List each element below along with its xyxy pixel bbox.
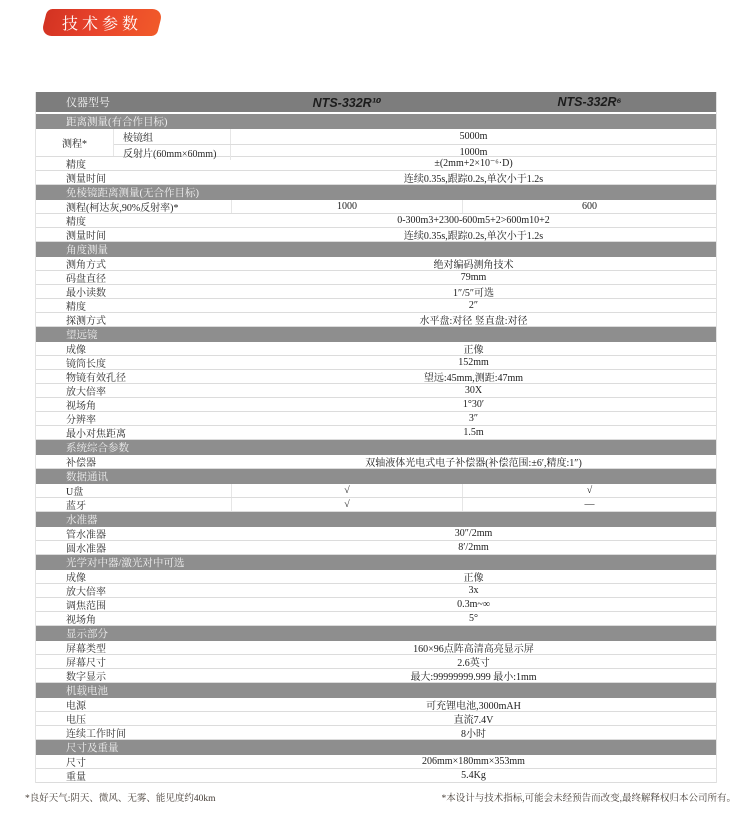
row-value: 152mm xyxy=(458,357,489,368)
row-label: 蓝牙 xyxy=(66,501,86,512)
row-label: 重量 xyxy=(66,772,86,783)
row-label: 视场角 xyxy=(66,615,96,626)
row-value-model-a: √ xyxy=(231,484,463,497)
spec-row xyxy=(36,669,716,683)
spec-row xyxy=(36,342,716,356)
row-value-model-b: — xyxy=(584,499,595,510)
section-header: 尺寸及重量 xyxy=(36,740,716,755)
row-label: 码盘直径 xyxy=(66,274,106,285)
footnote-disclaimer: *本设计与技术指标,可能会未经预告而改变,最终解释权归本公司所有。 xyxy=(441,794,736,804)
row-label: 放大倍率 xyxy=(66,587,106,598)
row-label: 精度 xyxy=(66,160,86,171)
row-value: 160×96点阵高清高亮显示屏 xyxy=(413,644,534,655)
row-value: 1″/5″可选 xyxy=(452,288,495,299)
spec-row xyxy=(36,384,716,398)
row-label: 数字显示 xyxy=(66,672,106,683)
spec-row xyxy=(36,498,716,512)
model-header-row xyxy=(36,92,716,114)
row-value-model-a: 1000 xyxy=(231,200,463,213)
row-label: 管水准器 xyxy=(66,530,106,541)
spec-row xyxy=(36,271,716,285)
row-value: 正像 xyxy=(463,345,484,356)
row-value: 79mm xyxy=(460,272,487,283)
spec-row xyxy=(36,698,716,712)
section-header: 角度测量 xyxy=(36,242,716,257)
row-label: 视场角 xyxy=(66,401,96,412)
spec-row xyxy=(36,612,716,626)
spec-subrow xyxy=(114,129,716,145)
spec-row xyxy=(36,584,716,598)
row-label: 电源 xyxy=(66,701,86,712)
row-value: 1°30′ xyxy=(462,399,485,410)
row-label: 调焦范围 xyxy=(66,601,106,612)
spec-row xyxy=(36,370,716,384)
spec-row xyxy=(36,726,716,740)
row-label: 镜筒长度 xyxy=(66,359,106,370)
model-a-name: NTS-332R¹⁰ xyxy=(312,95,382,110)
row-value-model-b: √ xyxy=(586,485,593,496)
spec-row xyxy=(36,755,716,769)
row-label: 探测方式 xyxy=(66,316,106,327)
row-value: 水平盘:对径 竖直盘:对径 xyxy=(419,316,528,327)
row-label: 成像 xyxy=(66,573,86,584)
spec-row xyxy=(36,157,716,171)
row-value: 3x xyxy=(468,585,479,596)
spec-row xyxy=(36,171,716,185)
spec-table xyxy=(35,92,717,783)
row-label: U盘 xyxy=(66,487,84,498)
row-label: 测程(柯达灰,90%反射率)* xyxy=(66,203,179,214)
row-label: 电压 xyxy=(66,715,86,726)
section-header: 望远镜 xyxy=(36,327,716,342)
spec-row xyxy=(36,598,716,612)
row-value: 2.6英寸 xyxy=(457,658,490,669)
row-sublabel: 棱镜组 xyxy=(114,129,231,144)
row-value: 3″ xyxy=(468,413,479,424)
row-value: 0-300m3+2300-600m5+2>600m10+2 xyxy=(397,215,550,226)
row-label: 精度 xyxy=(66,217,86,228)
row-label: 测量时间 xyxy=(66,231,106,242)
spec-row xyxy=(36,769,716,783)
spec-row xyxy=(36,398,716,412)
spec-row xyxy=(36,655,716,669)
row-label: 屏幕尺寸 xyxy=(66,658,106,669)
section-header: 系统综合参数 xyxy=(36,440,716,455)
spec-row xyxy=(36,641,716,655)
row-label: 最小对焦距离 xyxy=(66,429,126,440)
row-label: 尺寸 xyxy=(66,758,86,769)
spec-row xyxy=(36,214,716,228)
spec-row xyxy=(36,412,716,426)
row-label: 放大倍率 xyxy=(66,387,106,398)
row-value: 可充锂电池,3000mAH xyxy=(426,701,521,712)
row-value: 望远:45mm,测距:47mm xyxy=(423,373,524,384)
spec-row xyxy=(36,299,716,313)
row-value: 直流7.4V xyxy=(453,715,494,726)
row-value: 双轴液体光电式电子补偿器(补偿范围:±6′,精度:1″) xyxy=(365,458,582,469)
section-header: 免棱镜距离测量(无合作目标) xyxy=(36,185,716,200)
footnotes xyxy=(25,790,736,804)
row-label: 分辨率 xyxy=(66,415,96,426)
spec-row xyxy=(36,228,716,242)
section-header: 显示部分 xyxy=(36,626,716,641)
row-label: 测程* xyxy=(36,129,114,156)
section-header: 水准器 xyxy=(36,512,716,527)
row-label: 成像 xyxy=(66,345,86,356)
row-label: 测角方式 xyxy=(66,260,106,271)
row-value-model-b: 600 xyxy=(582,201,597,212)
tech-params-badge xyxy=(41,9,164,36)
row-label: 屏幕类型 xyxy=(66,644,106,655)
row-value-model-a: √ xyxy=(231,498,463,511)
spec-row xyxy=(36,527,716,541)
spec-group-row xyxy=(36,129,716,160)
row-value: 绝对编码测角技术 xyxy=(433,260,514,271)
row-label: 连续工作时间 xyxy=(66,729,126,740)
spec-row xyxy=(36,455,716,469)
spec-row xyxy=(36,200,716,214)
row-sublabel: 反射片(60mm×60mm) xyxy=(114,145,231,160)
row-value: 5° xyxy=(469,613,478,624)
spec-row xyxy=(36,257,716,271)
row-value: ±(2mm+2×10⁻⁶·D) xyxy=(434,158,513,169)
row-value: 正像 xyxy=(463,573,484,584)
row-label: 测量时间 xyxy=(66,174,106,185)
row-value: 2″ xyxy=(468,300,479,311)
row-value: 1000m xyxy=(459,147,488,158)
section-header: 机载电池 xyxy=(36,683,716,698)
row-value: 连续0.35s,跟踪0.2s,单次小于1.2s xyxy=(403,231,544,242)
row-label: 最小读数 xyxy=(66,288,106,299)
model-b-name: NTS-332R⁶ xyxy=(557,95,622,109)
spec-row xyxy=(36,356,716,370)
spec-row xyxy=(36,570,716,584)
row-value: 5.4Kg xyxy=(461,770,486,781)
row-value: 最大:99999999.999 最小:1mm xyxy=(410,672,537,683)
row-value: 8′/2mm xyxy=(458,542,489,553)
row-value: 5000m xyxy=(459,131,488,142)
row-value: 30″/2mm xyxy=(454,528,493,539)
row-label: 补偿器 xyxy=(66,458,96,469)
section-header: 光学对中器/激光对中可选 xyxy=(36,555,716,570)
row-value: 1.5m xyxy=(463,427,484,438)
row-value: 206mm×180mm×353mm xyxy=(422,756,525,767)
row-label: 圆水准器 xyxy=(66,544,106,555)
spec-row xyxy=(36,712,716,726)
spec-row xyxy=(36,426,716,440)
row-value: 8小时 xyxy=(461,729,486,740)
model-header-label: 仪器型号 xyxy=(66,97,110,109)
footnote-weather: *良好天气:阴天、微风、无雾、能见度约40km xyxy=(25,794,216,804)
spec-row xyxy=(36,313,716,327)
section-header: 数据通讯 xyxy=(36,469,716,484)
spec-row xyxy=(36,285,716,299)
row-value: 连续0.35s,跟踪0.2s,单次小于1.2s xyxy=(403,174,544,185)
group-subrows xyxy=(114,129,716,160)
row-label: 物镜有效孔径 xyxy=(66,373,126,384)
row-value: 30X xyxy=(464,385,483,396)
page-title: 技术参数 xyxy=(61,16,142,33)
row-value: 0.3m~∞ xyxy=(457,599,490,610)
section-header: 距离测量(有合作目标) xyxy=(36,114,716,129)
spec-row xyxy=(36,541,716,555)
spec-row xyxy=(36,484,716,498)
row-label: 精度 xyxy=(66,302,86,313)
